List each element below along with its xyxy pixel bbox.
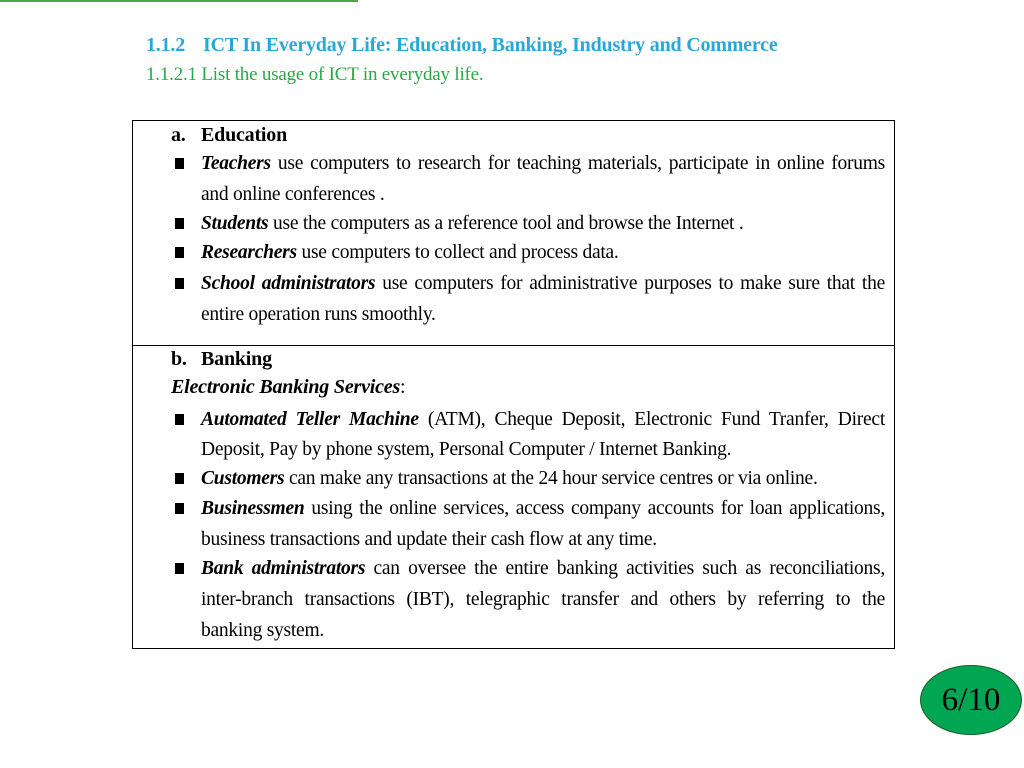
- education-title: [171, 124, 287, 147]
- education-item-teachers-line1: [201, 149, 885, 179]
- bullet-icon: [175, 247, 184, 258]
- bullet-icon: [175, 414, 184, 425]
- subheading-text: Electronic Banking Services: [171, 376, 401, 398]
- banking-item-atm-line1: [201, 405, 885, 435]
- banking-item-admins-line1: [201, 554, 885, 584]
- item-lead: Students: [201, 213, 269, 234]
- item-text: use computers to research for teaching materials, participate in online forums: [270, 153, 885, 174]
- item-lead: Automated Teller Machine: [201, 409, 419, 430]
- item-lead: Businessmen: [201, 498, 305, 519]
- banking-letter: b.: [171, 348, 187, 370]
- page-number-badge[interactable]: 6/10: [920, 665, 1022, 735]
- bullet-icon: [175, 563, 184, 574]
- banking-item-admins-line3: banking system.: [201, 620, 324, 641]
- banking-subheading: [171, 376, 405, 399]
- item-text: (ATM), Cheque Deposit, Electronic Fund Tranfer, Direct: [418, 409, 885, 430]
- banking-item-customers: [201, 464, 885, 494]
- banking-item-businessmen-line2: business transactions and update their cash flow at any time.: [201, 529, 657, 550]
- section-heading: [146, 34, 778, 57]
- top-divider: [0, 0, 358, 2]
- banking-item-businessmen-line1: [201, 494, 885, 524]
- item-lead: Researchers: [201, 242, 297, 263]
- banking-title-text: Banking: [201, 348, 272, 370]
- item-text: can make any transactions at the 24 hour service centres or via online.: [284, 468, 818, 489]
- bullet-icon: [175, 278, 184, 289]
- item-text: use computers for administrative purposes to make sure that the: [375, 273, 885, 294]
- item-text: use computers to collect and process data.: [296, 242, 619, 263]
- banking-item-admins-line2: inter-branch transactions (IBT), telegraphic transfer and others by referring to the: [201, 589, 885, 610]
- section-number: 1.1.2: [146, 34, 186, 56]
- bullet-icon: [175, 473, 184, 484]
- item-text: can oversee the entire banking activities such as reconciliations,: [365, 558, 885, 579]
- item-lead: Bank administrators: [201, 558, 366, 579]
- bullet-icon: [175, 218, 184, 229]
- section-title: ICT In Everyday Life: Education, Banking, Industry and Commerce: [203, 34, 778, 56]
- bullet-icon: [175, 503, 184, 514]
- banking-title: [171, 348, 272, 371]
- education-item-teachers-line2: and online conferences .: [201, 184, 385, 205]
- item-text: using the online services, access company accounts for loan applications,: [304, 498, 885, 519]
- education-item-admins-line2: entire operation runs smoothly.: [201, 304, 436, 325]
- education-item-researchers: [201, 238, 885, 268]
- education-title-text: Education: [201, 124, 288, 146]
- bullet-icon: [175, 158, 184, 169]
- education-section: [133, 121, 894, 346]
- item-text: use the computers as a reference tool and browse the Internet .: [268, 213, 744, 234]
- item-lead: School administrators: [201, 273, 376, 294]
- banking-item-atm-line2: Deposit, Pay by phone system, Personal Computer / Internet Banking.: [201, 439, 732, 460]
- content-table: [132, 120, 895, 649]
- education-item-admins-line1: [201, 269, 885, 299]
- item-lead: Customers: [201, 468, 285, 489]
- banking-section: [133, 346, 894, 649]
- subsection-heading: 1.1.2.1 List the usage of ICT in everyday life.: [146, 64, 484, 85]
- education-letter: a.: [171, 124, 186, 146]
- item-lead: Teachers: [201, 153, 271, 174]
- subheading-colon: :: [400, 376, 406, 398]
- education-item-students: [201, 209, 885, 239]
